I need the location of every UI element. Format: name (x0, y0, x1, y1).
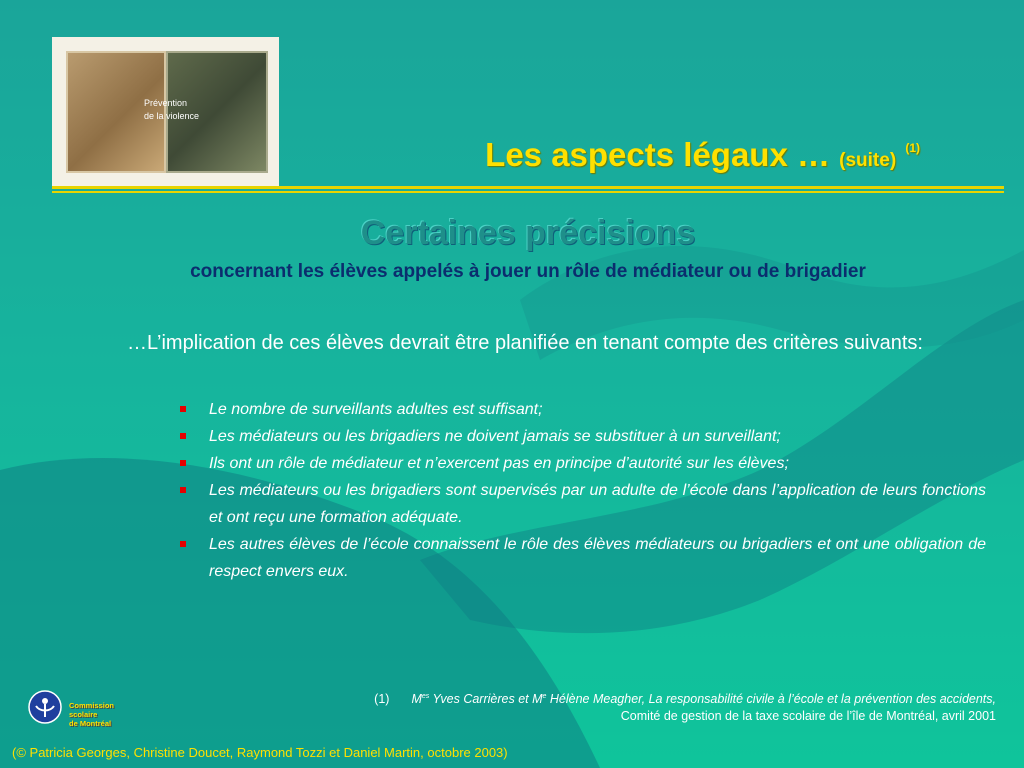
list-item (180, 450, 986, 477)
criteria-list (180, 396, 986, 585)
title-divider-bottom (52, 191, 1004, 193)
list-item (180, 396, 986, 423)
school-board-name (69, 701, 139, 728)
list-item-text: Les médiateurs ou les brigadiers sont supervisés par un adulte de l’école dans l’application de leurs fonctions et ont reçu une formation adéquate. (209, 482, 986, 526)
school-board-name-line3: de Montréal (69, 719, 112, 728)
bullet-icon (180, 541, 186, 547)
footnote-authors: Yves Carrières et M (429, 692, 543, 707)
school-board-name-line2: scolaire (69, 710, 98, 719)
footnote-number: (1) (374, 692, 390, 707)
bullet-icon (180, 487, 186, 493)
bullet-icon (180, 433, 186, 439)
slide-subheading: concernant les élèves appelés à jouer un rôle de médiateur ou de brigadier (190, 261, 866, 282)
logo-caption-line2: de la violence (144, 111, 200, 121)
list-item (180, 531, 986, 585)
title-suite: (suite) (839, 150, 897, 171)
school-board-name-line1: Commission (69, 701, 115, 710)
list-item-text: Les médiateurs ou les brigadiers ne doivent jamais se substituer à un surveillant; (209, 428, 781, 445)
bullet-icon (180, 406, 186, 412)
footnote-title-m1: M (411, 692, 422, 707)
footnote-line1 (236, 688, 996, 708)
list-item (180, 477, 986, 531)
school-board-logo-icon (28, 690, 62, 724)
list-item-text: Le nombre de surveillants adultes est suffisant; (209, 401, 543, 418)
list-item-text: Les autres élèves de l’école connaissent le rôle des élèves médiateurs ou brigadiers et ont une obligation de respect envers eux. (209, 536, 986, 580)
slide-title (360, 136, 920, 174)
intro-paragraph: …L’implication de ces élèves devrait être planifiée en tenant compte des critères suivants: (127, 332, 923, 354)
logo-caption-line1: Prévention (144, 98, 188, 108)
footnote-line2: Comité de gestion de la taxe scolaire de l’île de Montréal, avril 2001 (620, 709, 996, 724)
footnote-publication: Hélène Meagher, La responsabilité civile à l’école et la prévention des accidents, (546, 692, 996, 707)
list-item (180, 423, 986, 450)
bullet-icon (180, 460, 186, 466)
title-reference: (1) (905, 141, 920, 155)
logo-caption (144, 97, 214, 123)
slide-subtitle: Certaines précisions (360, 214, 696, 252)
title-main: Les aspects légaux … (485, 136, 830, 173)
title-divider-top (52, 186, 1004, 189)
prevention-logo (52, 37, 279, 186)
footnote-title-m1-sup: es (421, 693, 430, 700)
copyright-notice: (© Patricia Georges, Christine Doucet, Raymond Tozzi et Daniel Martin, octobre 2003) (12, 745, 508, 760)
footnote (236, 688, 996, 725)
footnote-title-m2-sup: e (542, 693, 547, 700)
list-item-text: Ils ont un rôle de médiateur et n’exercent pas en principe d’autorité sur les élèves; (209, 455, 789, 472)
